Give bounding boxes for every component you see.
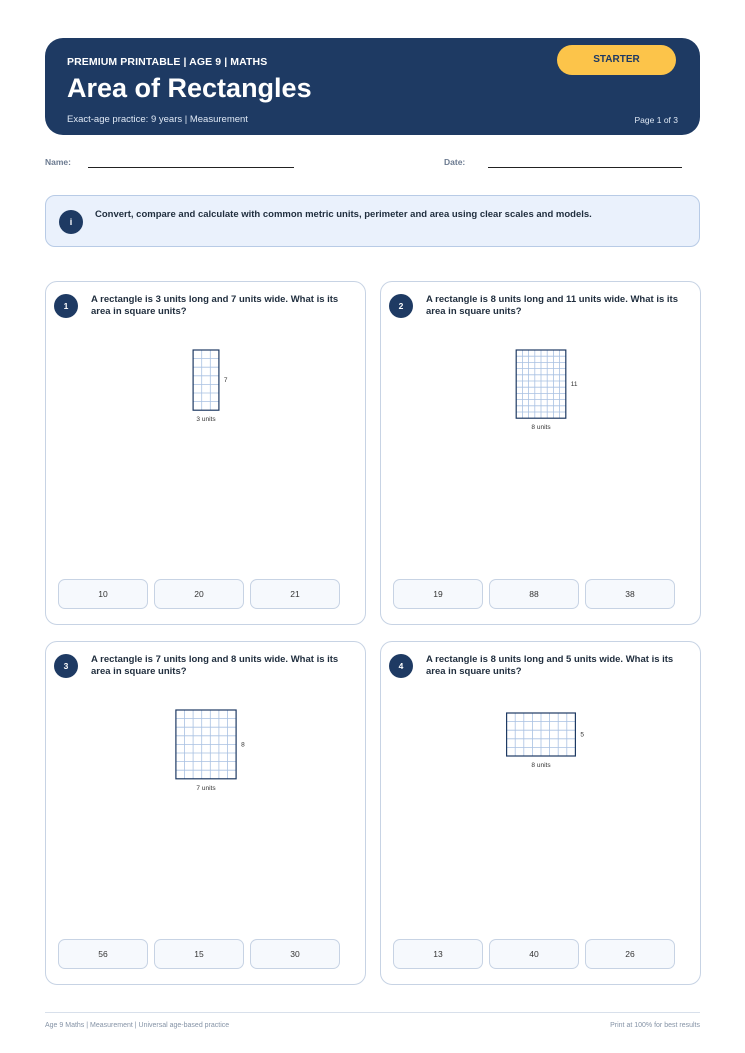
width-label: 11: [570, 381, 578, 389]
answer-option[interactable]: 56: [58, 939, 148, 969]
answer-option[interactable]: 26: [585, 939, 675, 969]
info-text: Convert, compare and calculate with common metric units, perimeter and area using clear scales and models.: [95, 209, 592, 220]
answer-options: [58, 939, 342, 969]
question-card: [380, 641, 701, 985]
answer-option[interactable]: 30: [250, 939, 340, 969]
answer-option[interactable]: 10: [58, 579, 148, 609]
question-number: 2: [389, 294, 413, 318]
question-number: 1: [54, 294, 78, 318]
length-label: 8 units: [531, 762, 551, 769]
question-card: [45, 281, 366, 625]
answer-option[interactable]: 15: [154, 939, 244, 969]
question-text: A rectangle is 8 units long and 5 units wide. What is its area in square units?: [426, 654, 674, 677]
answer-option[interactable]: 38: [585, 579, 675, 609]
header-subtitle: Exact-age practice: 9 years | Measurement: [67, 114, 248, 125]
width-label: 7: [223, 377, 228, 385]
info-icon: i: [59, 210, 83, 234]
answer-options: [393, 939, 677, 969]
question-card: [45, 641, 366, 985]
level-badge: STARTER: [557, 45, 676, 75]
info-panel: [45, 195, 700, 247]
rectangle-fill: [193, 350, 219, 410]
answer-option[interactable]: 13: [393, 939, 483, 969]
answer-options: [58, 579, 342, 609]
date-field[interactable]: [488, 167, 682, 168]
worksheet-header: [45, 38, 700, 135]
answer-option[interactable]: 19: [393, 579, 483, 609]
rectangle-model: [46, 282, 367, 572]
question-card: [380, 281, 701, 625]
answer-option[interactable]: 88: [489, 579, 579, 609]
print-note: Print at 100% for best results: [610, 1022, 700, 1029]
answer-option[interactable]: 20: [154, 579, 244, 609]
rectangle-model: [381, 642, 702, 932]
date-label: Date:: [444, 157, 466, 167]
question-number: 4: [389, 654, 413, 678]
question-text: A rectangle is 8 units long and 11 units wide. What is its area in square units?: [426, 294, 678, 317]
footer-divider: [45, 1012, 700, 1013]
length-label: 8 units: [531, 424, 551, 432]
header-eyebrow: PREMIUM PRINTABLE | AGE 9 | MATHS: [67, 56, 268, 68]
page-title: Area of Rectangles: [67, 73, 312, 103]
question-text: A rectangle is 7 units long and 8 units wide. What is its area in square units?: [91, 654, 339, 677]
width-label: 5: [580, 731, 585, 739]
page-number: Page 1 of 3: [634, 115, 678, 125]
answer-option[interactable]: 40: [489, 939, 579, 969]
question-text: A rectangle is 3 units long and 7 units wide. What is its area in square units?: [91, 294, 339, 317]
rectangle-model: [46, 642, 367, 932]
length-label: 7 units: [196, 784, 216, 792]
name-field[interactable]: [88, 167, 294, 168]
name-label: Name:: [45, 157, 71, 167]
width-label: 8: [241, 741, 245, 749]
question-number: 3: [54, 654, 78, 678]
answer-option[interactable]: 21: [250, 579, 340, 609]
length-label: 3 units: [196, 416, 216, 424]
answer-options: [393, 579, 677, 609]
footer-note: Age 9 Maths | Measurement | Universal age-based practice: [45, 1022, 230, 1029]
rectangle-model: [381, 282, 702, 572]
